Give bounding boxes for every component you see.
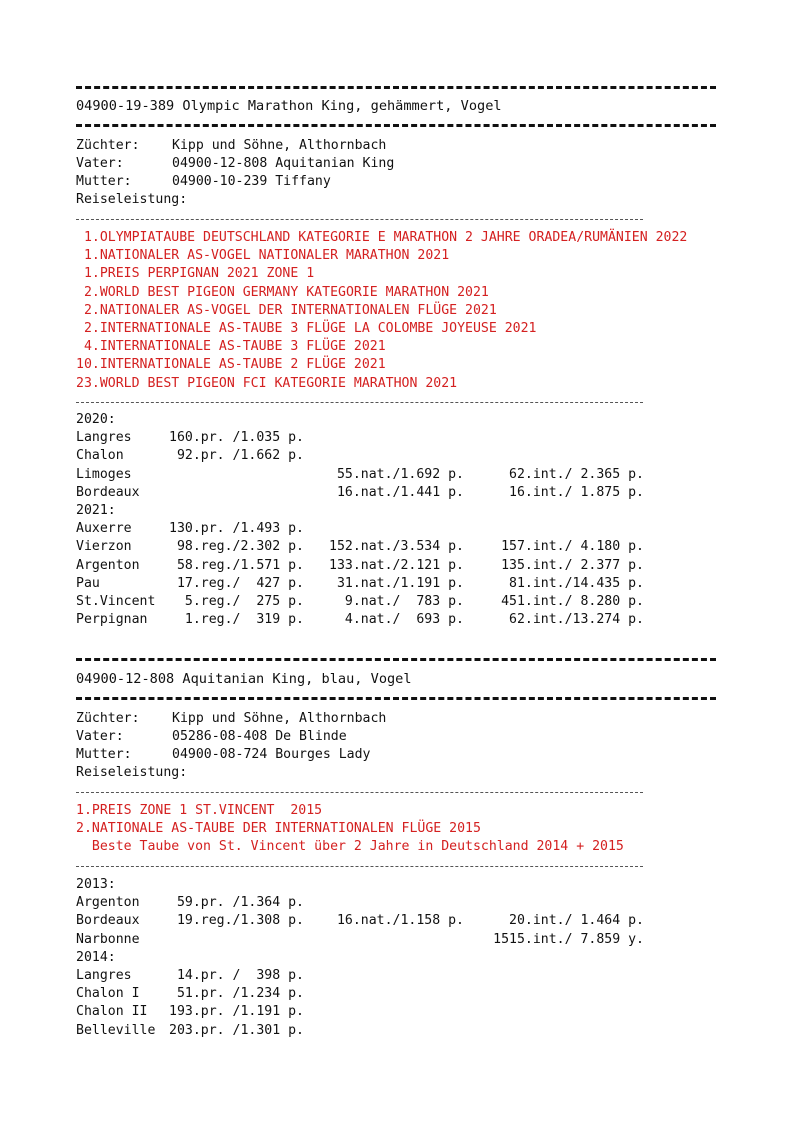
father-value: 04900-12-808 Aquitanian King	[172, 156, 395, 171]
result-row	[76, 447, 646, 465]
achievement-item: 4.INTERNATIONALE AS-TAUBE 3 FLÜGE 2021	[76, 339, 386, 355]
result-row	[76, 575, 646, 593]
achievement-item: Beste Taube von St. Vincent über 2 Jahre in Deutschland 2014 + 2015	[76, 839, 624, 855]
dashed-separator	[76, 219, 643, 220]
double-separator	[76, 697, 716, 700]
result-row	[76, 520, 646, 538]
result-row	[76, 1003, 646, 1021]
result-row	[76, 912, 646, 930]
achievement-item: 1.OLYMPIATAUBE DEUTSCHLAND KATEGORIE E MARATHON 2 JAHRE ORADEA/RUMÄNIEN 2022	[76, 230, 688, 245]
achievement-item: 2.WORLD BEST PIGEON GERMANY KATEGORIE MARATHON 2021	[76, 284, 489, 300]
dashed-separator	[76, 402, 643, 403]
double-separator	[76, 124, 716, 127]
regional-result: 130.pr. /1.493 p.	[169, 521, 304, 537]
achievement-item: 2.NATIONALER AS-VOGEL DER INTERNATIONALEN FLÜGE 2021	[76, 302, 497, 318]
result-row	[76, 967, 646, 985]
race-name: Chalon II	[76, 1004, 148, 1020]
mother-label: Mutter:	[76, 747, 132, 762]
regional-result: 1.reg./ 319 p.	[184, 612, 304, 628]
regional-result: 19.reg./1.308 p.	[176, 913, 304, 929]
regional-result: 193.pr. /1.191 p.	[169, 1004, 304, 1020]
result-row	[76, 593, 646, 611]
breeder-label: Züchter:	[76, 711, 140, 726]
race-name: Bordeaux	[76, 484, 140, 500]
national-result: 55.nat./1.692 p.	[336, 466, 464, 482]
international-result: 20.int./ 1.464 p.	[509, 913, 644, 929]
regional-result: 92.pr. /1.662 p.	[176, 448, 304, 464]
result-year: 2020:	[76, 412, 116, 427]
double-separator	[76, 658, 716, 661]
result-row	[76, 1022, 646, 1040]
double-separator	[76, 86, 716, 89]
national-result: 152.nat./3.534 p.	[329, 539, 464, 555]
result-row	[76, 611, 646, 629]
regional-result: 59.pr. /1.364 p.	[176, 895, 304, 911]
race-name: Argenton	[76, 557, 140, 573]
race-name: Narbonne	[76, 931, 140, 947]
result-row	[76, 557, 646, 575]
dashed-separator	[76, 866, 643, 867]
regional-result: 98.reg./2.302 p.	[176, 539, 304, 555]
international-result: 81.int./14.435 p.	[509, 575, 644, 591]
result-row	[76, 538, 646, 556]
mother-row	[76, 746, 371, 764]
international-result: 157.int./ 4.180 p.	[501, 539, 644, 555]
national-result: 9.nat./ 783 p.	[344, 594, 464, 609]
mother-value: 04900-10-239 Tiffany	[172, 174, 331, 189]
race-name: Bordeaux	[76, 913, 140, 929]
achievement-item: 1.PREIS PERPIGNAN 2021 ZONE 1	[76, 266, 315, 282]
achievement-item: 2.NATIONALE AS-TAUBE DER INTERNATIONALEN FLÜGE 2015	[76, 821, 481, 837]
achievement-item: 2.INTERNATIONALE AS-TAUBE 3 FLÜGE LA COLOMBE JOYEUSE 2021	[76, 321, 537, 336]
race-name: Perpignan	[76, 612, 148, 628]
result-year: 2013:	[76, 877, 116, 892]
race-name: Vierzon	[76, 539, 132, 555]
mother-value: 04900-08-724 Bourges Lady	[172, 747, 371, 762]
result-row	[76, 931, 646, 949]
breeder-row	[76, 710, 387, 728]
achievement-item: 23.WORLD BEST PIGEON FCI KATEGORIE MARATHON 2021	[76, 375, 458, 391]
regional-result: 5.reg./ 275 p.	[184, 594, 304, 609]
race-name: Chalon I	[76, 986, 140, 1002]
international-result: 62.int./ 2.365 p.	[509, 466, 644, 482]
result-row	[76, 466, 646, 484]
national-result: 16.nat./1.441 p.	[336, 484, 464, 500]
regional-result: 51.pr. /1.234 p.	[176, 986, 304, 1002]
race-name: Argenton	[76, 895, 140, 911]
international-result: 62.int./13.274 p.	[509, 612, 644, 628]
national-result: 4.nat./ 693 p.	[344, 612, 464, 628]
result-row	[76, 484, 646, 502]
international-result: 135.int./ 2.377 p.	[501, 557, 644, 573]
pigeon-header: 04900-12-808 Aquitanian King, blau, Vogel	[76, 671, 412, 687]
race-name: Belleville	[76, 1022, 156, 1038]
breeder-value: Kipp und Söhne, Althornbach	[172, 711, 387, 726]
race-name: St.Vincent	[76, 594, 156, 609]
achievement-item: 1.NATIONALER AS-VOGEL NATIONALER MARATHON 2021	[76, 248, 450, 264]
regional-result: 58.reg./1.571 p.	[176, 557, 304, 573]
international-result: 16.int./ 1.875 p.	[509, 484, 644, 500]
result-row	[76, 985, 646, 1003]
breeder-row	[76, 137, 387, 155]
national-result: 133.nat./2.121 p.	[329, 557, 464, 573]
race-name: Langres	[76, 968, 132, 983]
race-name: Langres	[76, 430, 132, 446]
father-value: 05286-08-408 De Blinde	[172, 729, 347, 744]
performance-label: Reiseleistung:	[76, 765, 188, 780]
pigeon-header: 04900-19-389 Olympic Marathon King, gehämmert, Vogel	[76, 98, 502, 114]
race-name: Chalon	[76, 448, 124, 464]
father-label: Vater:	[76, 156, 124, 171]
result-row	[76, 429, 646, 447]
father-label: Vater:	[76, 729, 124, 744]
regional-result: 203.pr. /1.301 p.	[169, 1022, 304, 1038]
regional-result: 160.pr. /1.035 p.	[169, 430, 304, 446]
father-row	[76, 155, 395, 173]
race-name: Pau	[76, 575, 100, 591]
international-result: 451.int./ 8.280 p.	[501, 594, 644, 609]
father-row	[76, 728, 347, 746]
international-result: 1515.int./ 7.859 y.	[493, 931, 644, 947]
result-row	[76, 894, 646, 912]
mother-label: Mutter:	[76, 174, 132, 189]
regional-result: 17.reg./ 427 p.	[176, 575, 304, 591]
result-year: 2014:	[76, 949, 116, 965]
race-name: Auxerre	[76, 521, 132, 537]
national-result: 16.nat./1.158 p.	[336, 913, 464, 929]
mother-row	[76, 173, 331, 191]
race-name: Limoges	[76, 466, 132, 482]
breeder-label: Züchter:	[76, 138, 140, 153]
performance-label: Reiseleistung:	[76, 192, 188, 207]
regional-result: 14.pr. / 398 p.	[176, 968, 304, 983]
achievement-item: 1.PREIS ZONE 1 ST.VINCENT 2015	[76, 803, 323, 818]
breeder-value: Kipp und Söhne, Althornbach	[172, 138, 387, 153]
result-year: 2021:	[76, 503, 116, 518]
national-result: 31.nat./1.191 p.	[336, 575, 464, 591]
dashed-separator	[76, 792, 643, 793]
achievement-item: 10.INTERNATIONALE AS-TAUBE 2 FLÜGE 2021	[76, 357, 386, 373]
